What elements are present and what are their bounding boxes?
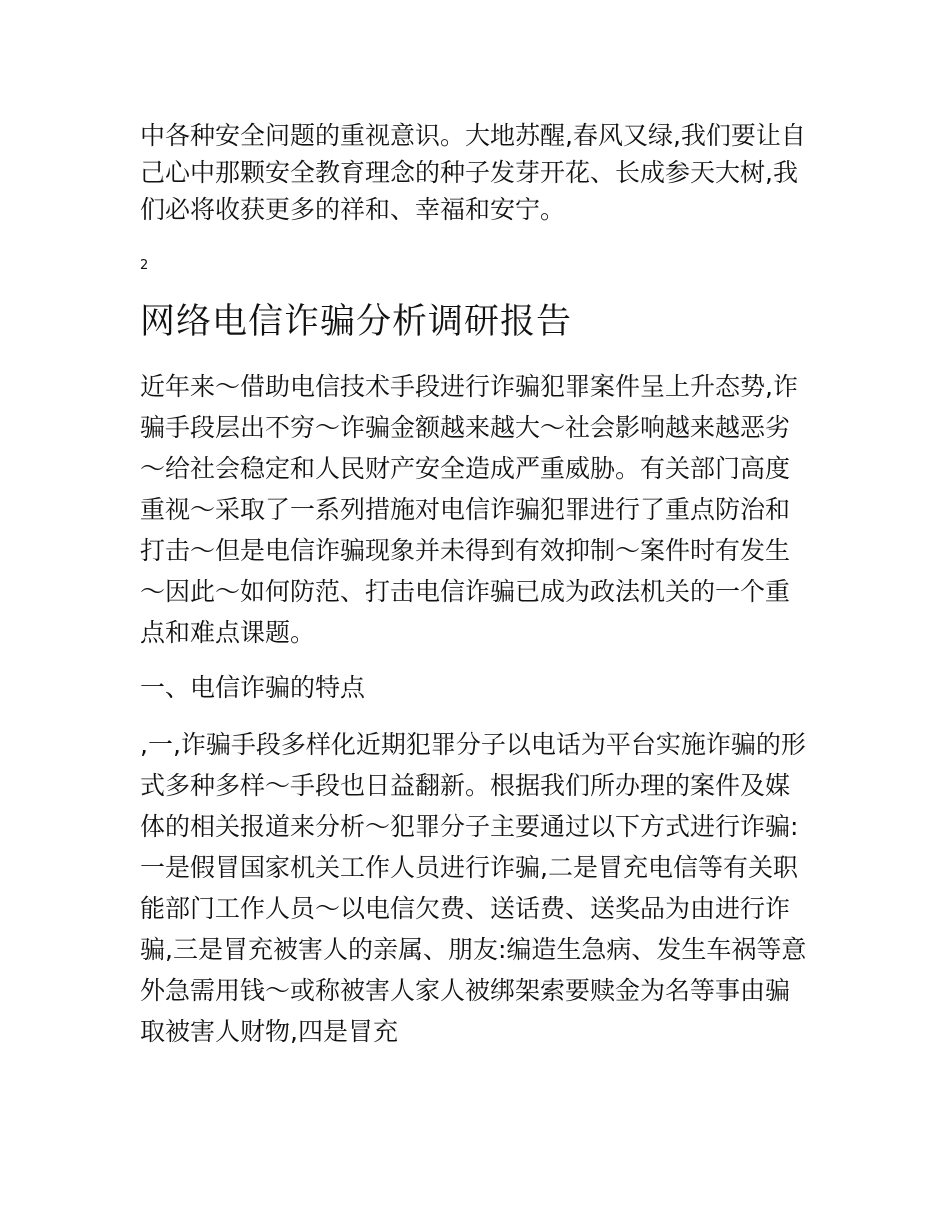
continued-paragraph: 中各种安全问题的重视意识。大地苏醒,春风又绿,我们要让自己心中那颗安全教育理念的种子发芽开花、长成参天大树,我们必将收获更多的祥和、幸福和安宁。 — [140, 121, 806, 224]
section-paragraph: ,一,诈骗手段多样化近期犯罪分子以电话为平台实施诈骗的形式多种多样～手段也日益翻新。根据我们所办理的案件及媒体的相关报道来分析～犯罪分子主要通过以下方式进行诈骗:一是假冒国家机关工作人员进行诈骗,二是冒充电信等有关职能部门工作人员～以电信欠费、送话费、送奖品为由进行诈骗,三是冒充被害人的亲属、朋友:编造生急病、发生车祸等意外急需用钱～或称被害人家人被绑架索要赎金为名等事由骗取被害人财物,四是冒充 — [140, 730, 807, 1046]
page-number: 2 — [140, 258, 149, 273]
intro-paragraph: 近年来～借助电信技术手段进行诈骗犯罪案件呈上升态势,诈骗手段层出不穷～诈骗金额越来越大～社会影响越来越恶劣～给社会稳定和人民财产安全造成严重威胁。有关部门高度重视～采取了一系列措施对电信诈骗犯罪进行了重点防治和打击～但是电信诈骗现象并未得到有效抑制～案件时有发生～因此～如何防范、打击电信诈骗已成为政法机关的一个重点和难点课题。 — [140, 372, 798, 647]
section-heading: 一、电信诈骗的特点 — [140, 673, 366, 702]
document-title: 网络电信诈骗分析调研报告 — [140, 302, 573, 342]
document-content — [140, 117, 812, 1052]
